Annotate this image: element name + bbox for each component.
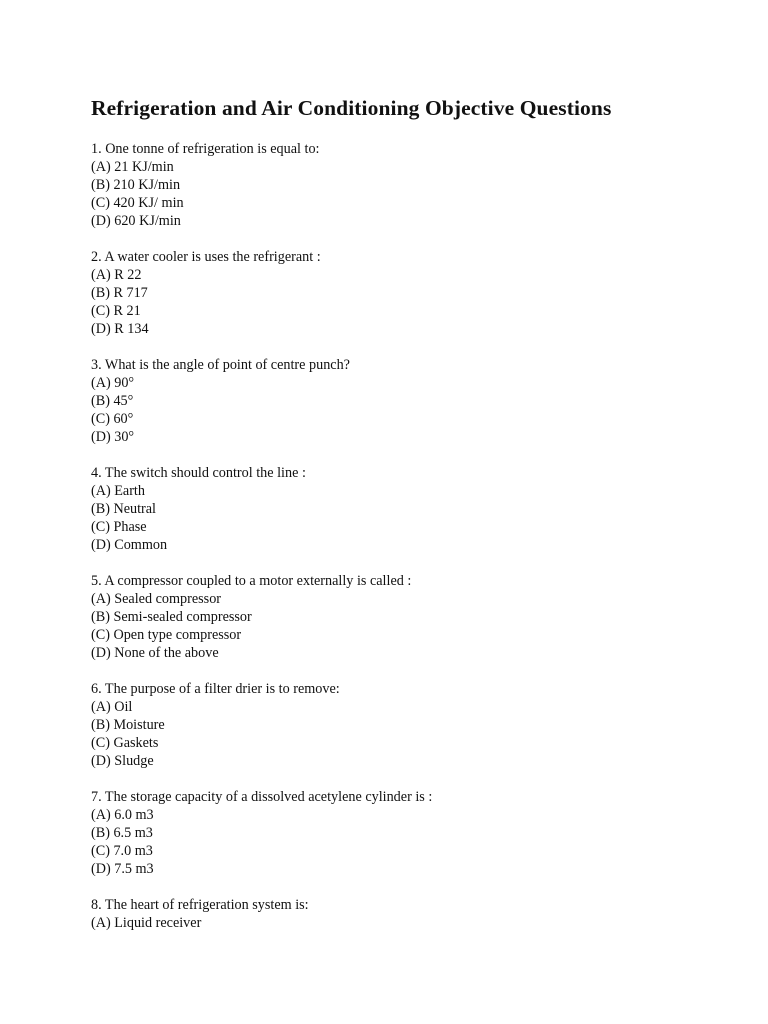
option-a: (A) 90° <box>91 375 135 391</box>
option-b: (B) Neutral <box>91 501 157 517</box>
question-4 <box>91 464 741 554</box>
question-3 <box>91 356 741 446</box>
option-c: (C) R 21 <box>91 303 141 319</box>
question-text: 3. What is the angle of point of centre punch? <box>91 357 350 373</box>
option-b: (B) R 717 <box>91 285 148 301</box>
option-a: (A) Oil <box>91 699 133 715</box>
question-text: 6. The purpose of a filter drier is to remove: <box>91 681 340 697</box>
option-d: (D) 30° <box>91 429 135 445</box>
question-text: 1. One tonne of refrigeration is equal to: <box>91 141 320 157</box>
option-c: (C) 60° <box>91 411 134 427</box>
option-d: (D) None of the above <box>91 645 219 661</box>
option-c: (C) 420 KJ/ min <box>91 195 184 211</box>
option-d: (D) R 134 <box>91 321 149 337</box>
option-b: (B) Semi-sealed compressor <box>91 609 252 625</box>
document-page <box>91 94 741 950</box>
option-d: (D) 620 KJ/min <box>91 213 181 229</box>
option-a: (A) 21 KJ/min <box>91 159 174 175</box>
option-c: (C) Open type compressor <box>91 627 242 643</box>
option-a: (A) Liquid receiver <box>91 915 202 931</box>
option-d: (D) Sludge <box>91 753 154 769</box>
question-6 <box>91 680 741 770</box>
question-5 <box>91 572 741 662</box>
option-c: (C) 7.0 m3 <box>91 843 153 859</box>
option-a: (A) R 22 <box>91 267 142 283</box>
option-c: (C) Phase <box>91 519 147 535</box>
question-1 <box>91 140 741 230</box>
option-a: (A) Earth <box>91 483 145 499</box>
option-c: (C) Gaskets <box>91 735 159 751</box>
question-text: 7. The storage capacity of a dissolved acetylene cylinder is : <box>91 789 433 805</box>
question-text: 4. The switch should control the line : <box>91 465 306 481</box>
question-2 <box>91 248 741 338</box>
option-a: (A) 6.0 m3 <box>91 807 154 823</box>
option-d: (D) Common <box>91 537 168 553</box>
option-d: (D) 7.5 m3 <box>91 861 154 877</box>
question-8 <box>91 896 741 932</box>
option-b: (B) 6.5 m3 <box>91 825 153 841</box>
question-7 <box>91 788 741 878</box>
question-text: 5. A compressor coupled to a motor externally is called : <box>91 573 412 589</box>
option-b: (B) 210 KJ/min <box>91 177 181 193</box>
option-b: (B) Moisture <box>91 717 165 733</box>
option-b: (B) 45° <box>91 393 134 409</box>
question-text: 2. A water cooler is uses the refrigerant : <box>91 249 321 265</box>
option-a: (A) Sealed compressor <box>91 591 222 607</box>
question-text: 8. The heart of refrigeration system is: <box>91 897 309 913</box>
document-title: Refrigeration and Air Conditioning Objective Questions <box>91 96 612 120</box>
